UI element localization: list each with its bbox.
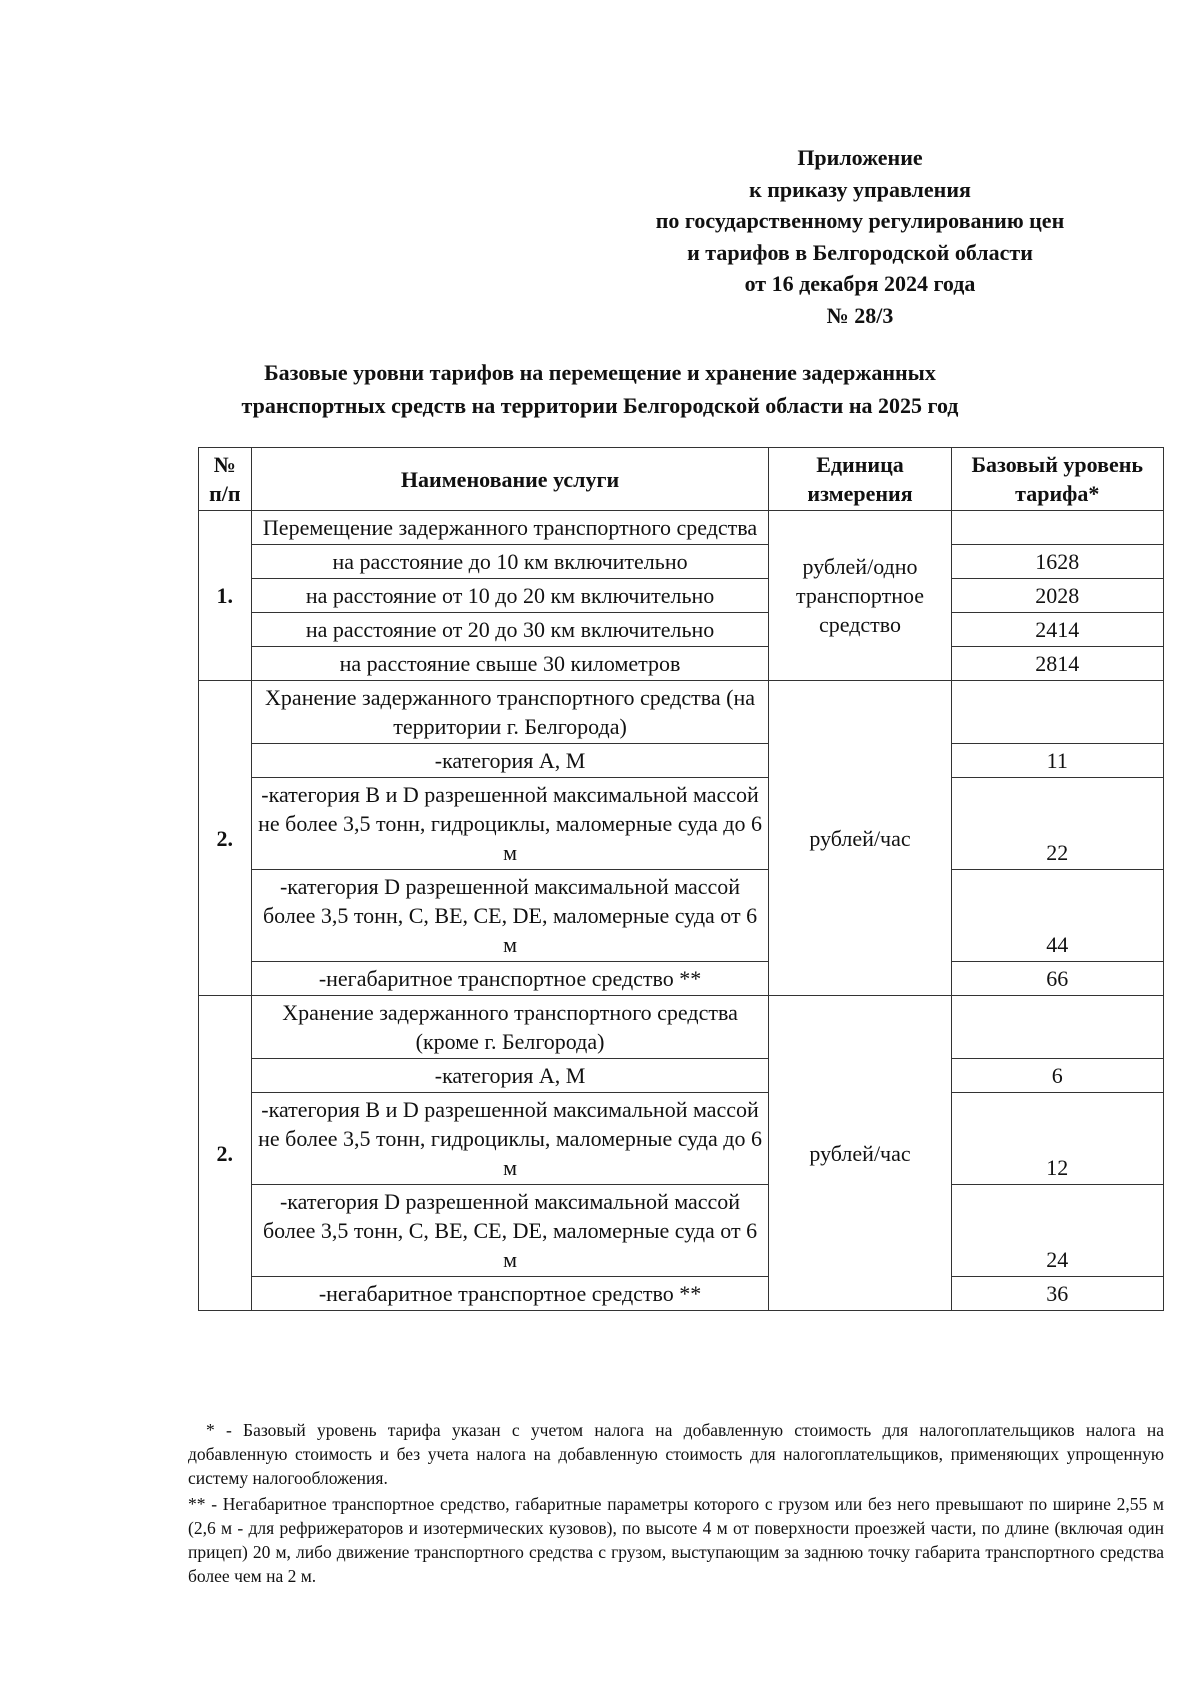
tariff-value: 36 (951, 1277, 1163, 1311)
footnote-vat: * - Базовый уровень тарифа указан с учетом налога на добавленную стоимость для налогоплательщиков налога на добавленную стоимость и без учета налога на добавленную стоимость для налогоплательщиков, применяющих упрощенную систему налогообложения. (188, 1420, 1164, 1488)
service-name: -категория D разрешенной максимальной массой более 3,5 тонн, С, ВЕ, СЕ, DE, маломерные суда от 6 м (251, 1185, 769, 1277)
table-row (199, 545, 1164, 579)
header-tariff: Базовый уровень тарифа* (951, 448, 1163, 511)
table-row (199, 1093, 1164, 1185)
table-row (199, 778, 1164, 870)
header-unit: Единица измерения (769, 448, 951, 511)
service-name: на расстояние от 10 до 20 км включительно (251, 579, 769, 613)
table-body (199, 511, 1164, 1311)
appendix-label: Приложение (797, 145, 923, 170)
section-title: Перемещение задержанного транспортного средства (251, 511, 769, 545)
service-name: -категория В и D разрешенной максимальной массой не более 3,5 тонн, гидроциклы, маломерные суда до 6 м (251, 1093, 769, 1185)
table-row (199, 613, 1164, 647)
footnotes (188, 1418, 1164, 1590)
appendix-authority-line1: по государственному регулированию цен (655, 208, 1065, 233)
section-number: 1. (199, 511, 252, 681)
table-row (199, 1059, 1164, 1093)
table-row (199, 996, 1164, 1059)
appendix-number: № 28/3 (826, 302, 894, 328)
tariff-value: 6 (951, 1059, 1163, 1093)
service-name: -категория А, М (251, 744, 769, 778)
table-row (199, 681, 1164, 744)
footnote-oversized: ** - Негабаритное транспортное средство, габаритные параметры которого с грузом или без него превышают по ширине 2,55 м (2,6 м - для рефрижераторов и изотермических кузовов), по высоте 4 м от поверхности проезжей части, по длине (включая один прицеп) 20 м, либо движение транспортного средства с грузом, выступающим за заднюю точку габарита транспортного средства более чем на 2 м. (188, 1494, 1164, 1586)
table-row (199, 647, 1164, 681)
service-name: -негабаритное транспортное средство ** (251, 962, 769, 996)
service-name: -негабаритное транспортное средство ** (251, 1277, 769, 1311)
table-row (199, 962, 1164, 996)
document-title (140, 356, 1060, 422)
tariff-value: 2814 (951, 647, 1163, 681)
section-unit: рублей/час (769, 681, 951, 996)
tariff-value: 2414 (951, 613, 1163, 647)
tariff-table (198, 447, 1164, 1311)
header-name: Наименование услуги (251, 448, 769, 511)
tariff-value: 11 (951, 744, 1163, 778)
tariff-value: 24 (951, 1185, 1163, 1277)
section-title: Хранение задержанного транспортного средства (кроме г. Белгорода) (251, 996, 769, 1059)
service-name: на расстояние от 20 до 30 км включительно (251, 613, 769, 647)
service-name: на расстояние до 10 км включительно (251, 545, 769, 579)
section-title: Хранение задержанного транспортного средства (на территории г. Белгорода) (251, 681, 769, 744)
service-name: -категория В и D разрешенной максимальной массой не более 3,5 тонн, гидроциклы, маломерные суда до 6 м (251, 778, 769, 870)
title-line-2: транспортных средств на территории Белгородской области на 2025 год (241, 393, 959, 418)
table-row (199, 579, 1164, 613)
section-title-tariff-empty (951, 511, 1163, 545)
section-title-tariff-empty (951, 681, 1163, 744)
appendix-header (600, 142, 1120, 331)
table-row (199, 1185, 1164, 1277)
tariff-value: 22 (951, 778, 1163, 870)
service-name: -категория D разрешенной максимальной массой более 3,5 тонн, С, ВЕ, СЕ, DE, маломерные суда от 6 м (251, 870, 769, 962)
tariff-value: 66 (951, 962, 1163, 996)
appendix-authority-line2: и тарифов в Белгородской области (687, 239, 1033, 265)
section-unit: рублей/час (769, 996, 951, 1311)
tariff-value: 12 (951, 1093, 1163, 1185)
tariff-value: 44 (951, 870, 1163, 962)
table-row (199, 511, 1164, 545)
table-row (199, 744, 1164, 778)
section-number: 2. (199, 996, 252, 1311)
section-unit: рублей/одно транспортное средство (769, 511, 951, 681)
table-row (199, 870, 1164, 962)
section-title-tariff-empty (951, 996, 1163, 1059)
appendix-date: от 16 декабря 2024 года (744, 271, 976, 296)
table-row (199, 1277, 1164, 1311)
service-name: -категория А, М (251, 1059, 769, 1093)
header-num: № п/п (199, 448, 252, 511)
table-header-row (199, 448, 1164, 511)
tariff-value: 1628 (951, 545, 1163, 579)
service-name: на расстояние свыше 30 километров (251, 647, 769, 681)
appendix-order-ref: к приказу управления (749, 176, 971, 202)
title-line-1: Базовые уровни тарифов на перемещение и хранение задержанных (264, 360, 936, 385)
tariff-value: 2028 (951, 579, 1163, 613)
section-number: 2. (199, 681, 252, 996)
